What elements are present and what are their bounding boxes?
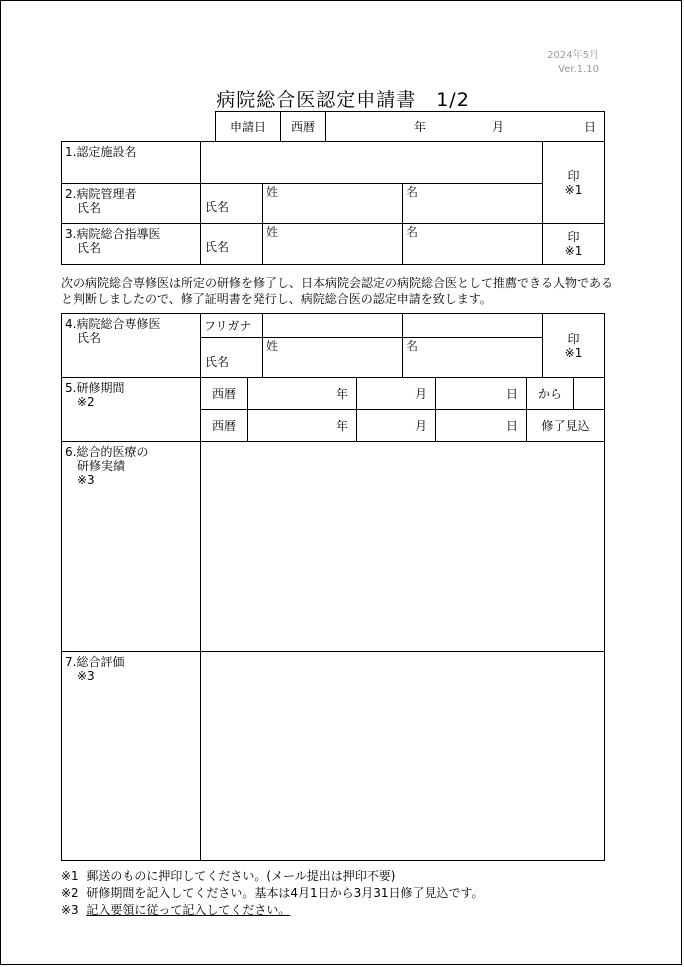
trainee-furigana-surname-input[interactable] [262, 313, 403, 338]
application-month-label: 月 [492, 120, 505, 134]
footnote-text: 郵送のものに押印してください。(メール提出は押印不要) [86, 869, 396, 883]
facility-name-input[interactable] [200, 141, 543, 184]
period-end-day-input[interactable] [435, 409, 527, 442]
furigana-label: フリガナ [200, 313, 263, 338]
footnote-3 [61, 902, 621, 919]
expected-completion-label: 修了見込 [526, 409, 605, 442]
day-label: 日 [505, 419, 518, 433]
trainee-given-name-input[interactable] [402, 337, 543, 378]
surname-hint: 姓 [266, 225, 279, 239]
footnote-2 [61, 885, 621, 902]
supervisor-given-name-input[interactable] [402, 223, 543, 265]
stamp-box-supervisor[interactable] [542, 223, 605, 265]
training-period-label [61, 377, 201, 442]
surname-hint: 姓 [266, 185, 279, 199]
stamp-note: ※1 [564, 182, 583, 197]
stamp-mark: 印 [567, 331, 580, 346]
manager-given-name-input[interactable] [402, 183, 543, 224]
trainee-furigana-given-input[interactable] [402, 313, 543, 338]
stamp-mark: 印 [567, 230, 580, 244]
stamp-box-manager[interactable] [542, 141, 605, 224]
facility-label: 1.認定施設名 [61, 141, 201, 184]
supervisor-label-line1: 3.病院総合指導医 [65, 227, 161, 241]
manager-label [61, 183, 201, 224]
footnote-mark: ※3 [61, 903, 79, 917]
period-label-line2: ※2 [65, 395, 95, 409]
results-label-line1: 6.総合的医療の [65, 445, 149, 459]
year-label: 年 [335, 419, 348, 433]
surname-hint: 姓 [266, 339, 279, 353]
given-name-hint: 名 [406, 185, 419, 199]
year-label: 年 [335, 387, 348, 401]
footnote-mark: ※2 [61, 886, 79, 900]
supervisor-label [61, 223, 201, 265]
evaluation-label-line1: 7.総合評価 [65, 655, 125, 669]
trainee-surname-input[interactable] [262, 337, 403, 378]
results-label-line3: ※3 [65, 473, 95, 487]
from-label: から [526, 377, 574, 410]
period-end-month-input[interactable] [356, 409, 436, 442]
period-start-era: 西暦 [200, 377, 248, 410]
day-label: 日 [505, 387, 518, 401]
period-start-month-input[interactable] [356, 377, 436, 410]
application-date-label: 申請日 [215, 111, 281, 142]
overall-evaluation-textarea[interactable] [200, 651, 605, 861]
period-start-year-input[interactable] [247, 377, 357, 410]
footnote-1 [61, 868, 621, 885]
application-date-field[interactable] [325, 111, 605, 142]
application-year-label: 年 [414, 120, 427, 134]
evaluation-label-line2: ※3 [65, 669, 95, 683]
period-end-year-input[interactable] [247, 409, 357, 442]
given-name-hint: 名 [406, 225, 419, 239]
month-label: 月 [414, 387, 427, 401]
stamp-mark: 印 [567, 168, 580, 183]
footnote-text: 記入要領に従って記入してください。 [86, 903, 291, 917]
manager-label-line2: 氏名 [65, 201, 102, 215]
manager-surname-input[interactable] [262, 183, 403, 224]
page-title: 病院総合医認定申請書 1/2 [216, 89, 470, 111]
version-label: Ver.1.10 [558, 64, 599, 75]
month-label: 月 [414, 419, 427, 433]
issue-date: 2024年5月 [547, 50, 599, 61]
overall-evaluation-label [61, 651, 201, 861]
application-era: 西暦 [280, 111, 326, 142]
given-name-hint: 名 [406, 339, 419, 353]
stamp-box-trainee[interactable] [542, 313, 605, 378]
application-day-label: 日 [584, 120, 597, 134]
period-label-line1: 5.研修期間 [65, 381, 125, 395]
stamp-note: ※1 [564, 244, 583, 258]
stamp-note: ※1 [564, 345, 583, 360]
supervisor-name-label: 氏名 [200, 223, 263, 265]
footnote-text: 研修期間を記入してください。基本は4月1日から3月31日修了見込です。 [86, 886, 484, 900]
period-start-day-input[interactable] [435, 377, 527, 410]
recommendation-statement: 次の病院総合専修医は所定の研修を修了し、日本病院会認定の病院総合医として推薦できる人物であると判断しましたので、修了証明書を発行し、病院総合医の認定申請を致します。 [61, 276, 614, 306]
trainee-label-line1: 4.病院総合専修医 [65, 317, 161, 331]
trainee-label [61, 313, 201, 378]
manager-label-line1: 2.病院管理者 [65, 187, 137, 201]
trainee-label-line2: 氏名 [65, 331, 102, 345]
footnote-mark: ※1 [61, 869, 79, 883]
trainee-name-label: 氏名 [200, 337, 263, 378]
training-results-label [61, 441, 201, 652]
footnotes [61, 868, 621, 919]
manager-name-label: 氏名 [200, 183, 263, 224]
training-results-textarea[interactable] [200, 441, 605, 652]
supervisor-surname-input[interactable] [262, 223, 403, 265]
supervisor-label-line2: 氏名 [65, 241, 102, 255]
results-label-line2: 研修実績 [65, 459, 126, 473]
period-row1-spacer [573, 377, 605, 410]
period-end-era: 西暦 [200, 409, 248, 442]
